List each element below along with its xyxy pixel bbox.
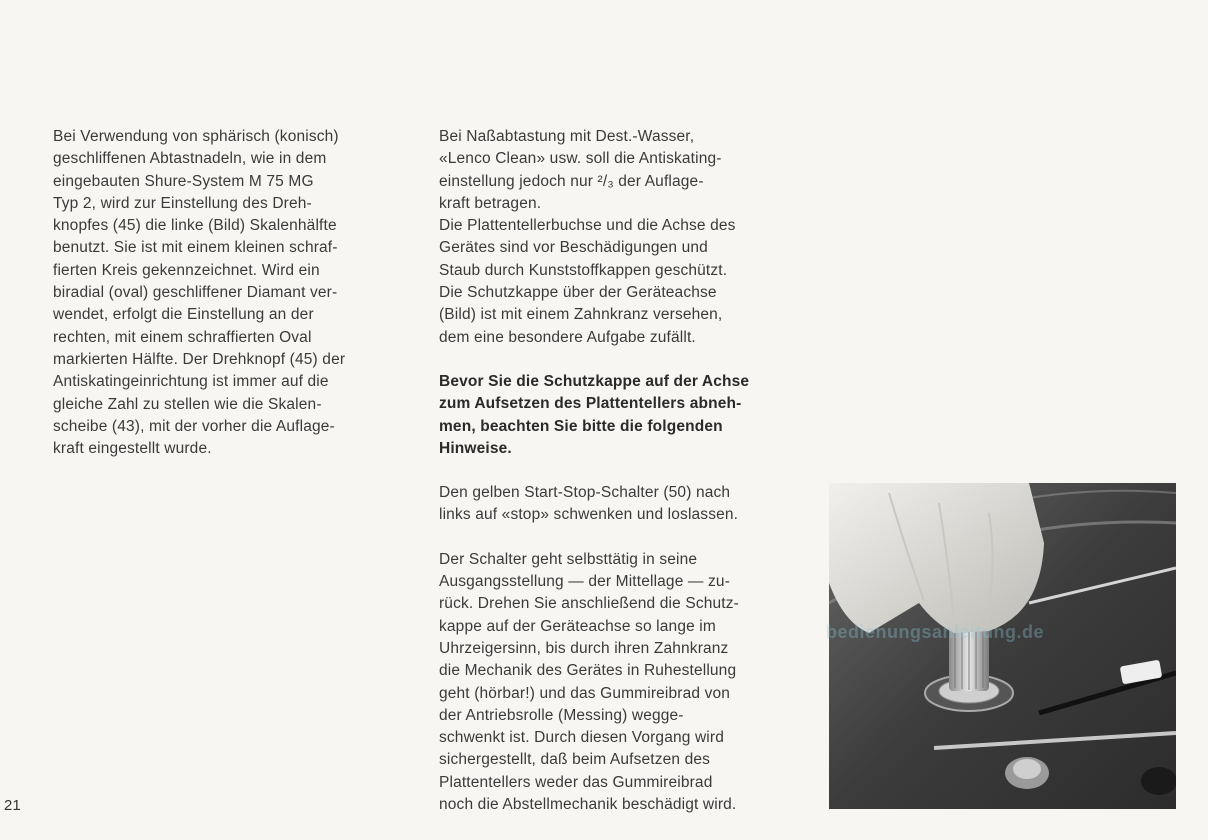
text-line: Antiskatingeinrichtung ist immer auf die — [53, 373, 329, 391]
text-line: wendet, erfolgt die Einstellung an der — [53, 306, 314, 324]
intro-paragraph — [439, 126, 794, 349]
text-line: Die Schutzkappe über der Geräteachse — [439, 284, 717, 302]
text-line: Die Plattentellerbuchse und die Achse des — [439, 217, 736, 235]
procedure-paragraph — [439, 549, 794, 817]
text-line: «Lenco Clean» usw. soll die Antiskating- — [439, 150, 722, 168]
text-line: (Bild) ist mit einem Zahnkranz versehen, — [439, 306, 723, 324]
text-line: markierten Hälfte. Der Drehknopf (45) der — [53, 350, 346, 368]
turntable-photo — [829, 483, 1176, 809]
text-line: Gerätes sind vor Beschädigungen und — [439, 239, 708, 257]
text-line: kraft betragen. — [439, 194, 542, 212]
text-line: rück. Drehen Sie anschließend die Schutz- — [439, 595, 739, 613]
text-line: Bei Verwendung von sphärisch (konisch) — [53, 128, 339, 145]
text-line: fierten Kreis gekennzeichnet. Wird ein — [53, 261, 320, 279]
left-text-column — [53, 126, 398, 460]
text-line: zum Aufsetzen des Plattentellers abneh- — [439, 395, 742, 413]
text-line: die Mechanik des Gerätes in Ruhestellung — [439, 662, 737, 680]
text-line: Bei Naßabtastung mit Dest.-Wasser, — [439, 128, 695, 145]
text-line: eingebauten Shure-System M 75 MG — [53, 172, 314, 190]
text-line: kappe auf der Geräteachse so lange im — [439, 617, 716, 635]
text-line: gleiche Zahl zu stellen wie die Skalen- — [53, 395, 322, 413]
start-stop-paragraph — [439, 482, 794, 527]
text-line: einstellung jedoch nur ²/₃ der Auflage- — [439, 172, 704, 190]
text-line: knopfes (45) die linke (Bild) Skalenhälfte — [53, 217, 337, 235]
text-line: geht (hörbar!) und das Gummireibrad von — [439, 684, 731, 702]
text-line: geschliffenen Abtastnadeln, wie in dem — [53, 150, 327, 168]
text-line: Typ 2, wird zur Einstellung des Dreh- — [53, 194, 312, 212]
text-line: sichergestellt, daß beim Aufsetzen des — [439, 751, 711, 769]
text-line: noch die Abstellmechanik beschädigt wird. — [439, 796, 737, 814]
watermark-text: bedienungsanleitung.de — [826, 622, 1045, 642]
text-line: Der Schalter geht selbsttätig in seine — [439, 550, 698, 568]
text-line: schwenkt ist. Durch diesen Vorgang wird — [439, 729, 724, 747]
right-text-column — [439, 126, 794, 816]
text-line: kraft eingestellt wurde. — [53, 440, 212, 458]
text-line: Uhrzeigersinn, bis durch ihren Zahnkranz — [439, 639, 729, 657]
text-line: benutzt. Sie ist mit einem kleinen schraf- — [53, 239, 338, 257]
text-line: biradial (oval) geschliffener Diamant ver- — [53, 284, 338, 302]
text-line: men, beachten Sie bitte die folgenden — [439, 417, 723, 435]
text-line: Staub durch Kunststoffkappen geschützt. — [439, 261, 728, 279]
text-line: Bevor Sie die Schutzkappe auf der Achse — [439, 372, 750, 390]
text-line: der Antriebsrolle (Messing) wegge- — [439, 706, 684, 724]
text-line: scheibe (43), mit der vorher die Auflage- — [53, 417, 335, 435]
warning-paragraph — [439, 371, 794, 460]
text-line: links auf «stop» schwenken und loslassen. — [439, 506, 739, 524]
text-line: Hinweise. — [439, 439, 512, 457]
text-line: dem eine besondere Aufgabe zufällt. — [439, 328, 696, 346]
text-line: rechten, mit einem schraffierten Oval — [53, 328, 312, 346]
text-line: Den gelben Start-Stop-Schalter (50) nach — [439, 484, 731, 502]
text-line: Plattentellers weder das Gummireibrad — [439, 773, 713, 791]
page-number: 21 — [4, 797, 21, 814]
text-line: Ausgangsstellung — der Mittellage — zu- — [439, 573, 731, 591]
